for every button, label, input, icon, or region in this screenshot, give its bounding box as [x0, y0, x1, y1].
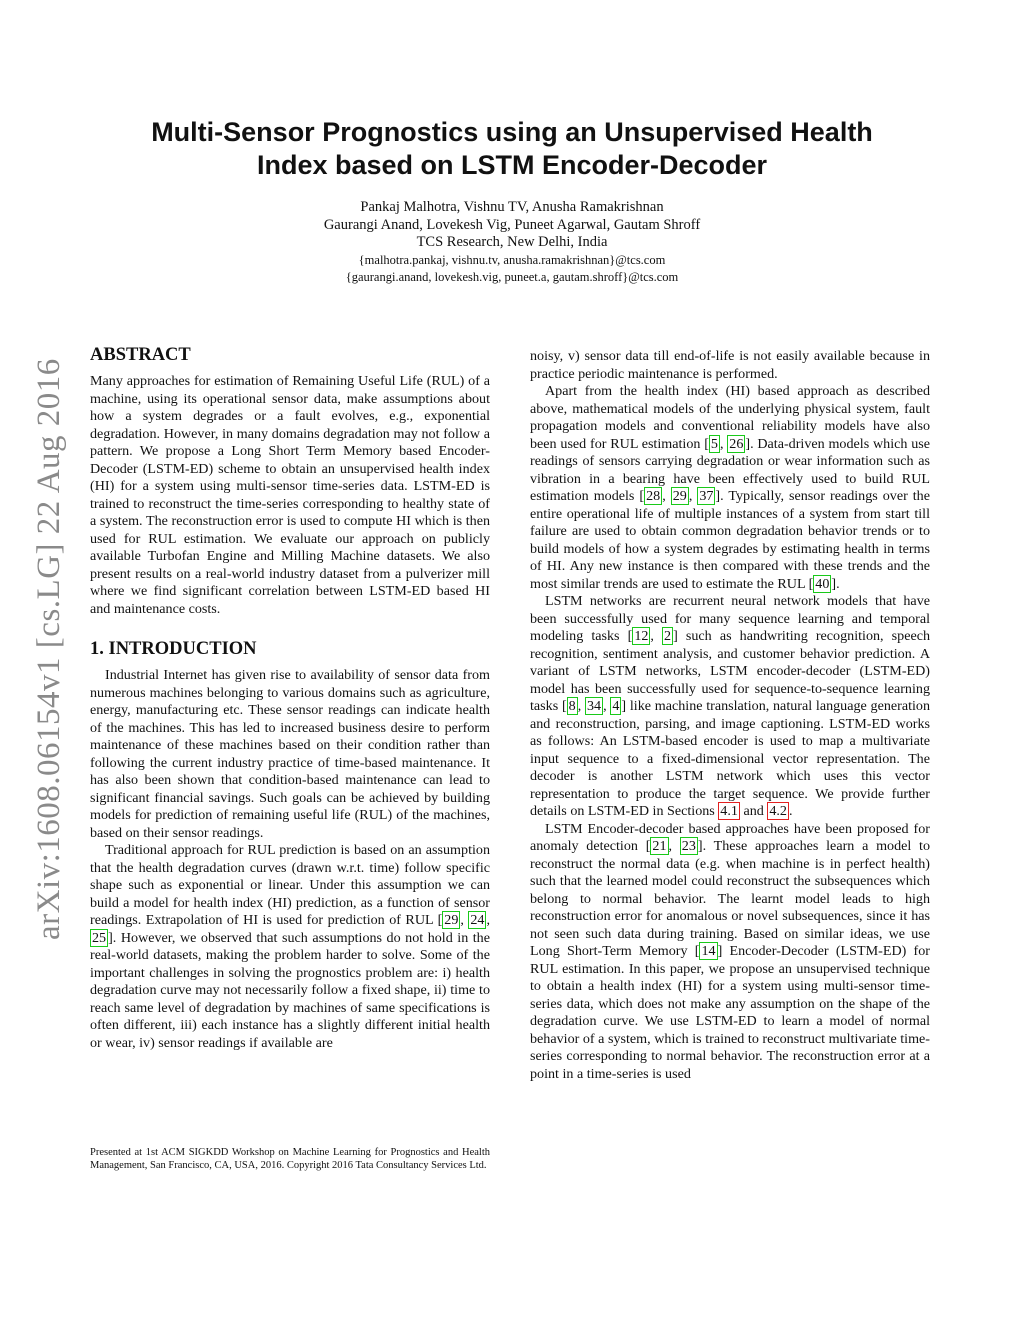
citation-link[interactable]: 26 — [729, 435, 744, 452]
section-link[interactable]: 4.1 — [720, 803, 738, 819]
citation-link[interactable]: 5 — [710, 435, 718, 452]
email-line-2: {gaurangi.anand, lovekesh.vig, puneet.a, gautam.shroff}@tcs.com — [345, 270, 679, 284]
abstract-text: Many approaches for estimation of Remaining Useful Life (RUL) of a machine, using its operational sensor data, make assumptions about how a system degrades or a fault evolves, e.g., exponential degradation. However, in many domains degradation may not follow a pattern. We propose a Long Short Term Memory based Encoder-Decoder (LSTM-ED) scheme to obtain an unsupervised health index (HI) for a system using multi-sensor time-series data. LSTM-ED is trained to reconstruct the time-series corresponding to healthy state of a system. The reconstruction error is used to compute HI which is then used for RUL estimation. We evaluate our approach on publicly available Turbofan Engine and Milling Machine datasets. We also present results on a real-world industry dataset from a pulverizer mill where we find significant correlation between LSTM-ED based HI and maintenance costs. — [90, 373, 490, 617]
introduction-heading: 1. INTRODUCTION — [90, 639, 257, 659]
citation-link[interactable]: 21 — [652, 838, 667, 854]
footnote: Presented at 1st ACM SIGKDD Workshop on Machine Learning for Prognostics and Health Management, San Francisco, CA, USA, 2016. Copyright 2016 Tata Consultancy Services Ltd. — [90, 1147, 490, 1171]
intro-paragraph-1: Industrial Internet has given rise to availability of sensor data from numerous machines belonging to various domains such as agriculture, energy, manufacturing etc. These sensor readings can indicate health of the machines. This has led to increased business desire to perform maintenance of these machines based on their condition rather than following the current industry practice of time-based maintenance. It has also been shown that condition-based maintenance can lead to significant financial savings. Such goals can be achieved by building models for prediction of remaining useful life (RUL) of the machines, based on their sensor readings. — [90, 667, 490, 841]
citation-link[interactable]: 8 — [568, 698, 576, 714]
authors-line-1: Pankaj Malhotra, Vishnu TV, Anusha Ramakrishnan — [360, 199, 664, 215]
citation-link[interactable]: 29 — [444, 912, 459, 928]
paper-title — [0, 116, 1024, 182]
abstract-heading: ABSTRACT — [90, 345, 191, 365]
right-column — [530, 348, 930, 1083]
right-paragraph-2: LSTM networks are recurrent neural network models that have been successfully used for many sequence learning and temporal modeling tasks [ 12 , 2 ] such as handwriting recognition, speech recognition, sentiment analysis, and customer behavior prediction. A variant of LSTM networks, LSTM encoder-decoder (LSTM-ED) model has been successfully used for sequence-to-sequence learning tasks [ 8 , 34 , 4 ] like machine translation, natural language generation and reconstruction, parsing, and image captioning. LSTM-ED works as follows: An LSTM-based encoder is used to map a multivariate input sequence to a fixed-dimensional vector representation. The decoder is another LSTM network which uses this vector representation to produce the target sequence. We provide further details on LSTM-ED in Sections 4.1 and 4.2 . — [530, 593, 931, 819]
email-line-1: {malhotra.pankaj, vishnu.tv, anusha.ramakrishnan}@tcs.com — [358, 252, 666, 267]
right-paragraph-1: Apart from the health index (HI) based approach as described above, mathematical models of the underlying physical system, fault propagation models and conventional reliability models have also been used for RUL estimation [ 5 , 26 ]. Data-driven models which use readings of sensors carrying degradation or wear information such as vibration in a bearing have been effectively used to build RUL estimation models [ 28 , 29 , 37 ]. Typically, sensor readings over the entire operational life of multiple instances of a system from start till failure are used to obtain common degradation behavior trends or to build models of how a system degrades by estimating health in terms of HI. Any new instance is then compared with these trends and the most similar trends are used to estimate the RUL [ 40 ]. — [530, 383, 930, 592]
citation-link[interactable]: 34 — [586, 698, 602, 714]
citation-link[interactable]: 37 — [699, 488, 714, 504]
citation-link[interactable]: 28 — [646, 488, 661, 504]
title-line-2: Index based on LSTM Encoder-Decoder — [256, 150, 768, 180]
left-column — [90, 344, 490, 1052]
citation-link[interactable]: 29 — [672, 488, 687, 504]
citation-link[interactable]: 40 — [815, 575, 830, 592]
citation-link[interactable]: 24 — [470, 912, 485, 928]
right-paragraph-3: LSTM Encoder-decoder based approaches have been proposed for anomaly detection [ 21 , 23 ]. These approaches learn a model to reconstruct the normal data (e.g. when machine is in perfect health) such that the learned model could reconstruct the subsequences which belong to normal behavior. The learnt model leads to high reconstruction error for anomalous or novel subsequences, since it has not seen such data during training. Based on similar ideas, we use Long Short-Term Memory [ 14 ] Encoder-Decoder (LSTM-ED) for RUL estimation. In this paper, we propose an unsupervised technique to obtain a health index (HI) for a system using multi-sensor time-series data, which does not make any assumption on the shape of the degradation curve. We use LSTM-ED to learn a model of normal behavior of a system, which is trained to reconstruct multivariate time-series corresponding to normal behavior. The reconstruction error at a point in a time-series is used — [530, 820, 931, 1082]
citation-link[interactable]: 12 — [634, 628, 649, 644]
affiliation: TCS Research, New Delhi, India — [416, 234, 608, 250]
citation-link[interactable]: 25 — [92, 929, 107, 946]
arxiv-stamp: arXiv:1608.06154v1 [cs.LG] 22 Aug 2016 — [31, 358, 67, 940]
section-link[interactable]: 4.2 — [769, 803, 787, 819]
citation-link[interactable]: 2 — [664, 628, 672, 644]
citation-link[interactable]: 14 — [701, 943, 716, 959]
citation-link[interactable]: 23 — [681, 838, 696, 854]
author-block — [0, 199, 1024, 287]
citation-link[interactable]: 4 — [612, 698, 620, 714]
intro-paragraph-2: Traditional approach for RUL prediction is based on an assumption that the health degradation curves (drawn w.r.t. time) follow specific shape such as exponential or linear. Under this assumption we can build a model for health index (HI) prediction, as a function of sensor readings. Extrapolation of HI is used for prediction of RUL [ 29 , 24 , 25 ]. However, we observed that such assumptions do not hold in the real-world datasets, making the problem harder to solve. Some of the important challenges in solving the prognostics problem are: i) health degradation curve may not necessarily follow a fixed shape, ii) time to reach same level of degradation by machines of same specifications is often different, iii) each instance has a slightly different initial health or wear, iv) sensor readings if available are — [90, 842, 490, 1051]
authors-line-2: Gaurangi Anand, Lovekesh Vig, Puneet Agarwal, Gautam Shroff — [323, 216, 701, 233]
right-paragraph-0: noisy, v) sensor data till end-of-life is not easily available because in practice periodic maintenance is performed. — [530, 348, 930, 382]
title-line-1: Multi-Sensor Prognostics using an Unsupervised Health — [151, 117, 873, 147]
